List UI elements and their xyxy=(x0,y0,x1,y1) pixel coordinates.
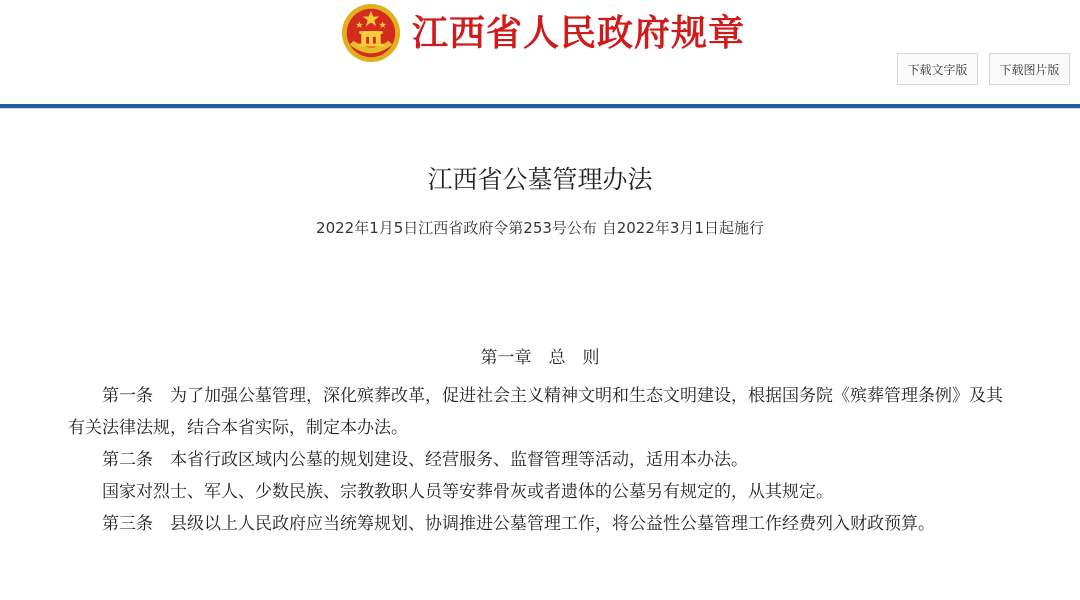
article-paragraph: 国家对烈士、军人、少数民族、宗教教职人员等安葬骨灰或者遗体的公墓另有规定的，从其规定。 xyxy=(102,482,833,502)
document-subtitle: 2022年1月5日江西省政府令第253号公布 自2022年3月1日起施行 xyxy=(316,219,764,237)
download-text-version-button[interactable]: 下载文字版 xyxy=(897,53,978,85)
chapter-heading: 第一章 总 则 xyxy=(480,348,600,368)
document-body xyxy=(68,380,1013,540)
site-title: 江西省人民政府规章 xyxy=(412,12,746,54)
document-content xyxy=(0,109,1080,600)
download-image-version-button[interactable]: 下载图片版 xyxy=(989,53,1070,85)
article-paragraph: 第二条 本省行政区域内公墓的规划建设、经营服务、监督管理等活动，适用本办法。 xyxy=(102,450,748,470)
page-header xyxy=(0,0,1080,104)
article-paragraph: 第一条 为了加强公墓管理，深化殡葬改革，促进社会主义精神文明和生态文明建设，根据国务院《殡葬管理条例》及其有关法律法规，结合本省实际，制定本办法。 xyxy=(68,386,1003,438)
article-paragraph: 第三条 县级以上人民政府应当统筹规划、协调推进公墓管理工作，将公益性公墓管理工作经费列入财政预算。 xyxy=(102,514,935,534)
document-title: 江西省公墓管理办法 xyxy=(427,165,653,194)
national-emblem-icon xyxy=(340,2,402,64)
